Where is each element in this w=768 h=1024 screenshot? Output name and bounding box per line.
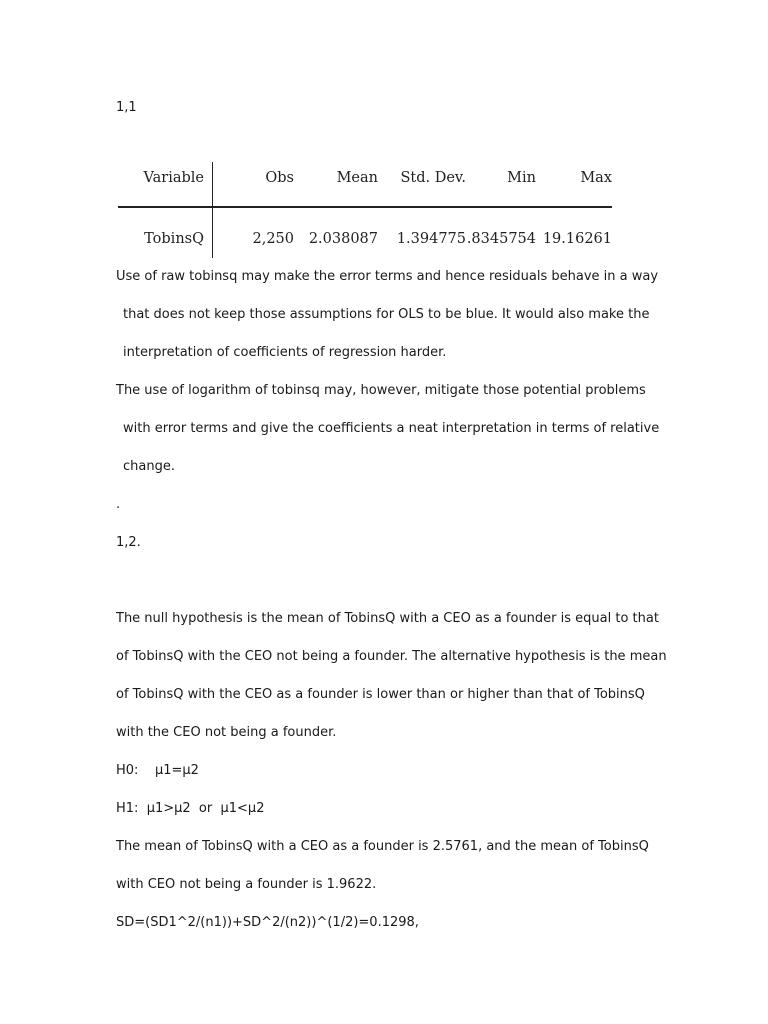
row-variable: TobinsQ [144, 231, 204, 247]
dot-line: . [116, 497, 121, 512]
paragraph3-line3: of TobinsQ with the CEO as a founder is lower than or higher than that of TobinsQ [116, 687, 645, 702]
row-mean: 2.038087 [308, 231, 378, 247]
header-min: Min [507, 170, 536, 186]
row-obs: 2,250 [252, 231, 294, 247]
table-horizontal-rule [118, 206, 612, 208]
section-heading-1-1: 1,1 [116, 100, 137, 115]
header-std-dev: Std. Dev. [400, 170, 466, 186]
header-mean: Mean [336, 170, 378, 186]
stata-summary-table [118, 162, 614, 258]
paragraph1-line1: Use of raw tobinsq may make the error terms and hence residuals behave in a way [116, 269, 659, 284]
paragraph3-line2: of TobinsQ with the CEO not being a founder. The alternative hypothesis is the mean [116, 649, 667, 664]
paragraph1-line2: that does not keep those assumptions for OLS to be blue. It would also make the [123, 307, 650, 322]
hypothesis-h0: H0: μ1=μ2 [116, 763, 199, 778]
paragraph4-line2: with CEO not being a founder is 1.9622. [116, 877, 377, 892]
paragraph3-line1: The null hypothesis is the mean of TobinsQ with a CEO as a founder is equal to that [116, 611, 659, 626]
header-obs: Obs [265, 170, 294, 186]
hypothesis-h1: H1: μ1>μ2 or μ1<μ2 [116, 801, 265, 816]
section-heading-1-2: 1,2. [116, 535, 141, 550]
row-std-dev: 1.394775 [396, 231, 466, 247]
paragraph4-line1: The mean of TobinsQ with a CEO as a founder is 2.5761, and the mean of TobinsQ [116, 839, 649, 854]
paragraph2-line3: change. [123, 459, 175, 474]
paragraph2-line1: The use of logarithm of tobinsq may, however, mitigate those potential problems [116, 383, 646, 398]
row-max: 19.16261 [542, 231, 612, 247]
paragraph1-line3: interpretation of coefficients of regression harder. [123, 345, 447, 360]
sd-formula: SD=(SD1^2/(n1))+SD^2/(n2))^(1/2)=0.1298, [116, 915, 419, 930]
table-vertical-rule [212, 162, 213, 258]
header-variable: Variable [143, 170, 204, 186]
paragraph2-line2: with error terms and give the coefficients a neat interpretation in terms of relative [123, 421, 660, 436]
header-max: Max [580, 170, 612, 186]
paragraph3-line4: with the CEO not being a founder. [116, 725, 337, 740]
row-min: .8345754 [466, 231, 536, 247]
